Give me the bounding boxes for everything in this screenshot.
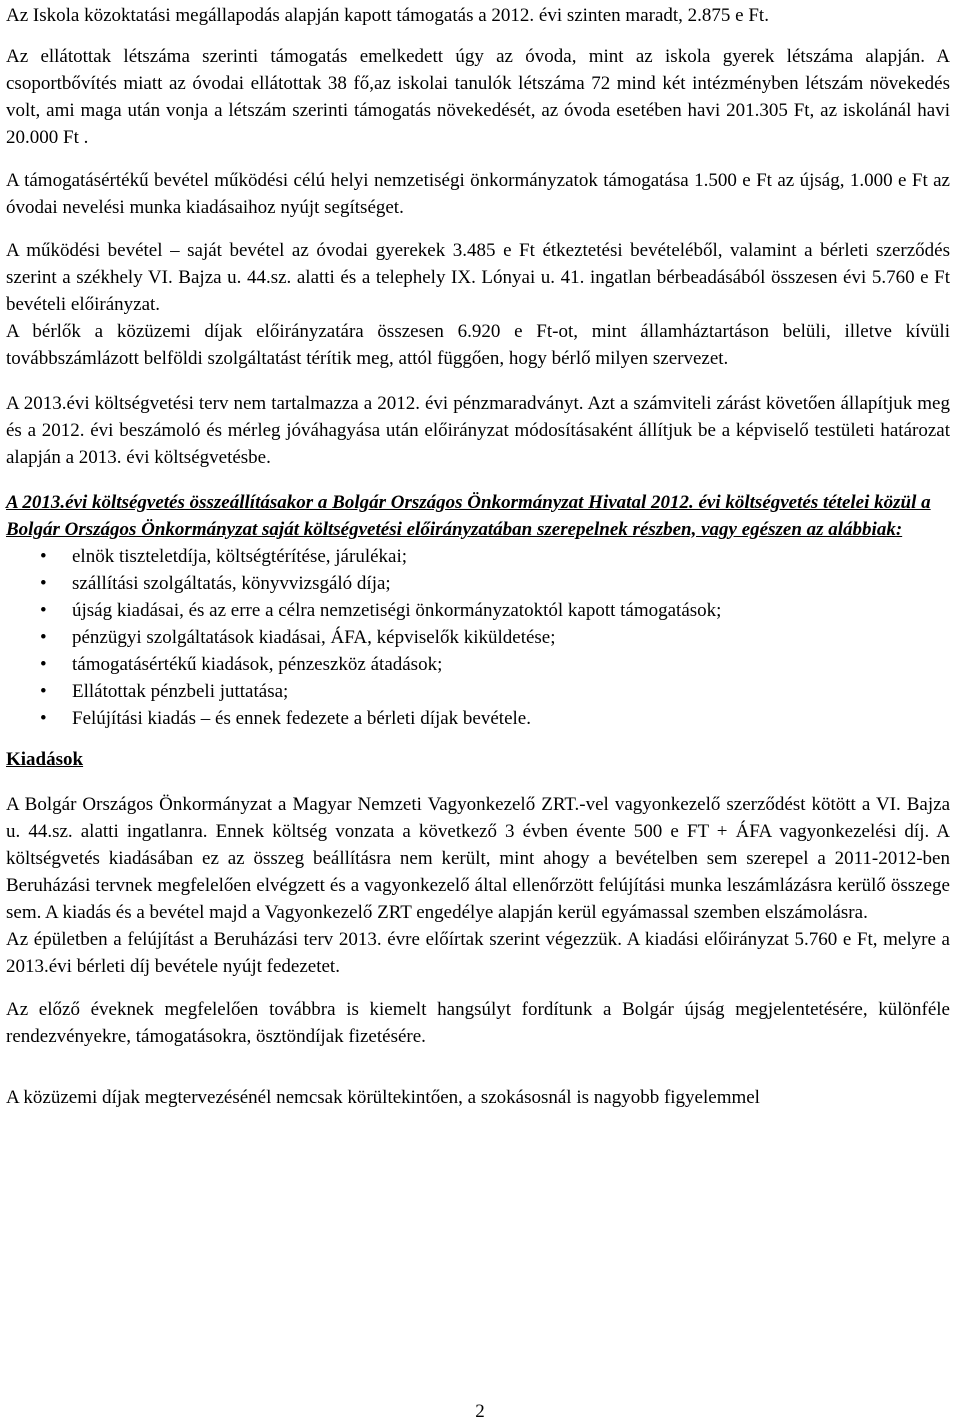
bullet-icon: • bbox=[40, 600, 47, 621]
list-item: • Felújítási kiadás – és ennek fedezete a bérleti díjak bevétele. bbox=[6, 705, 950, 732]
bullet-icon: • bbox=[40, 546, 47, 567]
paragraph-asset-management: A Bolgár Országos Önkormányzat a Magyar Nemzeti Vagyonkezelő ZRT.-vel vagyonkezelő szerződést kötött a VI. Bajza u. 44.sz. alatti ingatlanra. Ennek költség vonzata a következő 3 évben évente 500 e FT + ÁFA vagyonkezelési díj. A költségvetés kiadásában ez az összeg beállításra nem került, mint ahogy a bevételben sem szerepel a 2011-2012-ben Beruházási tervnek megfelelően elvégzett és a vagyonkezelő által ellenőrzött felújítási munka leszámlázásra kerülő összege sem. A kiadás és a bevétel majd a Vagyonkezelő ZRT engedélye alapján kerül egyámassal szemben elszámolásra. bbox=[6, 794, 950, 923]
list-item: • újság kiadásai, és az erre a célra nemzetiségi önkormányzatoktól kapott támogatások; bbox=[6, 597, 950, 624]
paragraph-school-funding: Az Iskola közoktatási megállapodás alapján kapott támogatás a 2012. évi szinten maradt, 2.875 e Ft. bbox=[6, 5, 769, 26]
page-number: 2 bbox=[475, 1401, 485, 1422]
list-item: • pénzügyi szolgáltatások kiadásai, ÁFA, képviselők kiküldetése; bbox=[6, 624, 950, 651]
bullet-icon: • bbox=[40, 654, 47, 675]
paragraph-headcount-support: Az ellátottak létszáma szerinti támogatás emelkedett úgy az óvoda, mint az iskola gyerek létszáma alapján. A csoportbővítés miatt az óvodai ellátottak 38 fő,az iskolai tanulók létszáma 72 mind két intézményben létszám növekedés volt, ami maga után vonja a létszám szerinti támogatás növekedését, az óvoda esetében havi 201.305 Ft, az iskolánál havi 20.000 Ft . bbox=[6, 46, 950, 148]
budget-items-heading: A 2013.évi költségvetés összeállításakor a Bolgár Országos Önkormányzat Hivatal 2012. évi költségvetés tételei közül a Bolgár Országos Önkormányzat saját költségvetési előirányzatában szerepelnek részben, vagy egészen az alábbiak: bbox=[6, 492, 931, 540]
bullet-icon: • bbox=[40, 708, 47, 729]
paragraph-budget-plan: A 2013.évi költségvetési terv nem tartalmazza a 2012. évi pénzmaradványt. Azt a számviteli zárást követően állapítjuk meg és a 2012. évi beszámoló és mérleg jóváhagyása után előirányzat módosításaként állítjuk be a képviselő testületi határozat alapján a 2013. évi költségvetésbe. bbox=[6, 393, 950, 468]
paragraph-utilities-planning: A közüzemi díjak megtervezésénél nemcsak körültekintően, a szokásosnál is nagyobb figyelemmel bbox=[6, 1087, 760, 1108]
bullet-icon: • bbox=[40, 573, 47, 594]
list-item: • Ellátottak pénzbeli juttatása; bbox=[6, 678, 950, 705]
list-item: • szállítási szolgáltatás, könyvvizsgáló díja; bbox=[6, 570, 950, 597]
list-item: • elnök tiszteletdíja, költségtérítése, járulékai; bbox=[6, 543, 950, 570]
budget-items-list bbox=[6, 543, 950, 732]
paragraph-utility-fees: A bérlők a közüzemi díjak előirányzatára összesen 6.920 e Ft-ot, mint államháztartáson belüli, illetve kívüli továbbszámlázott belföldi szolgáltatást térítik meg, attól függően, hogy bérlő milyen szervezet. bbox=[6, 321, 950, 369]
document-page bbox=[6, 2, 950, 1111]
bullet-icon: • bbox=[40, 627, 47, 648]
paragraph-renovation: Az épületben a felújítást a Beruházási terv 2013. évre előírtak szerint végezzük. A kiadási előirányzat 5.760 e Ft, melyre a 2013.évi bérleti díj bevétele nyújt fedezetet. bbox=[6, 929, 950, 977]
bullet-icon: • bbox=[40, 681, 47, 702]
paragraph-operating-income: A működési bevétel – saját bevétel az óvodai gyerekek 3.485 e Ft étkeztetési bevételéből, valamint a bérleti szerződés szerint a székhely VI. Bajza u. 44.sz. alatti és a telephely IX. Lónyai u. 41. ingatlan bérbeadásából összesen évi 5.760 e Ft bevételi előirányzat. bbox=[6, 240, 950, 315]
section-title-expenses: Kiadások bbox=[6, 749, 84, 770]
paragraph-grant-income: A támogatásértékű bevétel működési célú helyi nemzetiségi önkormányzatok támogatása 1.500 e Ft az újság, 1.000 e Ft az óvodai nevelési munka kiadásaihoz nyújt segítséget. bbox=[6, 170, 950, 218]
paragraph-newspaper: Az előző éveknek megfelelően továbbra is kiemelt hangsúlyt fordítunk a Bolgár újság megjelentetésére, különféle rendezvényekre, támogatásokra, ösztöndíjak fizetésére. bbox=[6, 999, 950, 1047]
list-item: • támogatásértékű kiadások, pénzeszköz átadások; bbox=[6, 651, 950, 678]
